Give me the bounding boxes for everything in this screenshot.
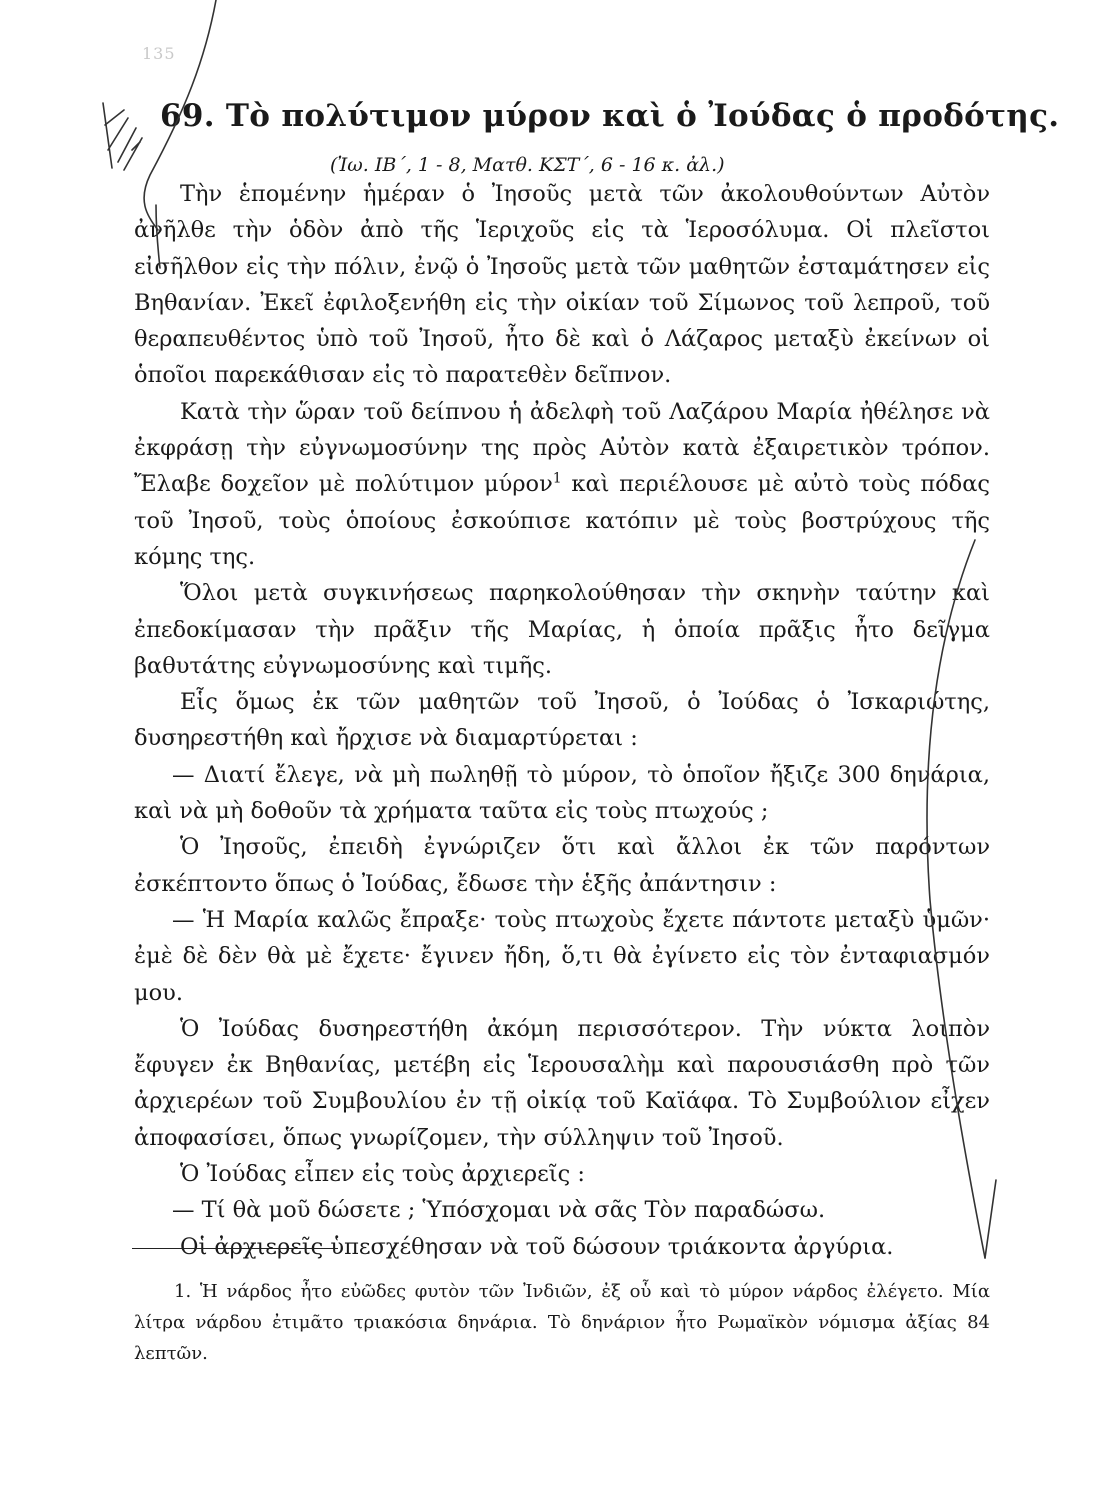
dialogue-line: — Ἡ Μαρία καλῶς ἔπραξε· τοὺς πτωχοὺς ἔχετε πάντοτε μεταξὺ ὑμῶν· ἐμὲ δὲ δὲν θὰ μὲ ἔχετε· ἔγινεν ἤδη, ὅ,τι θὰ ἐγίνετο εἰς τὸν ἐνταφιασμόν μου. <box>134 906 990 1006</box>
paragraph <box>134 394 990 575</box>
paragraph: Ὅλοι μετὰ συγκινήσεως παρηκολούθησαν τὴν σκηνὴν ταύτην καὶ ἐπεδοκίμασαν τὴν πρᾶξιν τῆς Μαρίας, ἡ ὁποία πρᾶξις ἦτο δεῖγμα βαθυτάτης εὐγνωμοσύνης καὶ τιμῆς. <box>134 580 990 679</box>
pencil-scribble <box>103 103 142 170</box>
footnote-text: 1. Ἡ νάρδος ἦτο εὐῶδες φυτὸν τῶν Ἰνδιῶν, ἐξ οὗ καὶ τὸ μύρον νάρδος ἐλέγετο. Μία λίτρα νάρδου ἐτιμᾶτο τριακόσια δηνάρια. Τὸ δηνάριον ἦτο Ρωμαϊκὸν νόμισμα ἀξίας 84 λεπτῶν. <box>134 1281 990 1364</box>
paragraph: Ὁ Ἰούδας δυσηρεστήθη ἀκόμη περισσότερον. Τὴν νύκτα λοιπὸν ἔφυγεν ἐκ Βηθανίας, μετέβη εἰς Ἱερουσαλὴμ καὶ παρουσιάσθη πρὸ τῶν ἀρχιερέων τοῦ Συμβουλίου ἐν τῇ οἰκίᾳ τοῦ Καϊάφα. Τὸ Συμβούλιον εἶχεν ἀποφασίσει, ὅπως γνωρίζομεν, τὴν σύλληψιν τοῦ Ἰησοῦ. <box>134 1015 990 1151</box>
page-number: 135 <box>142 44 176 63</box>
footnote-divider <box>132 1248 338 1249</box>
dialogue-line: — Τί θὰ μοῦ δώσετε ; Ὑπόσχομαι νὰ σᾶς Τὸν παραδώσω. <box>172 1197 826 1224</box>
paragraph-text: Κατὰ τὴν ὥραν τοῦ δείπνου ἡ ἀδελφὴ τοῦ Λαζάρου Μαρία ἠθέλησε νὰ ἐκφράσῃ τὴν εὐγνωμοσύνην της πρὸς Αὐτὸν κατὰ ἐξαιρετικὸν τρόπον. Ἔλαβε δοχεῖον μὲ πολύτιμον μύρον <box>134 398 990 498</box>
paragraph: Ὁ Ἰησοῦς, ἐπειδὴ ἐγνώριζεν ὅτι καὶ ἄλλοι ἐκ τῶν παρόντων ἐσκέπτοντο ὅπως ὁ Ἰούδας, ἔδωσε τὴν ἑξῆς ἀπάντησιν : <box>134 834 990 897</box>
page-title: 69. Τὸ πολύτιμον μύρον καὶ ὁ Ἰούδας ὁ προδότης. <box>160 98 1060 134</box>
paragraph: Οἱ ἀρχιερεῖς ὑπεσχέθησαν νὰ τοῦ δώσουν τριάκοντα ἀργύρια. <box>180 1233 894 1260</box>
footnote-marker: 1 <box>552 470 562 487</box>
paragraph: Εἷς ὅμως ἐκ τῶν μαθητῶν τοῦ Ἰησοῦ, ὁ Ἰούδας ὁ Ἰσκαριώτης, δυσηρεστήθη καὶ ἤρχισε νὰ διαμαρτύρεται : <box>134 689 990 752</box>
paragraph-text: καὶ περιέλουσε μὲ αὐτὸ τοὺς πόδας τοῦ Ἰησοῦ, τοὺς ὁποίους ἐσκούπισε κατόπιν μὲ τοὺς βοστρύχους τῆς κόμης της. <box>134 471 991 570</box>
paragraph: Ὁ Ἰούδας εἶπεν εἰς τοὺς ἀρχιερεῖς : <box>180 1161 585 1188</box>
paragraph: Τὴν ἑπομένην ἡμέραν ὁ Ἰησοῦς μετὰ τῶν ἀκολουθούντων Αὐτὸν ἀνῆλθε τὴν ὁδὸν ἀπὸ τῆς Ἱεριχοῦς εἰς τὰ Ἱεροσόλυμα. Οἱ πλεῖστοι εἰσῆλθον εἰς τὴν πόλιν, ἐνῷ ὁ Ἰησοῦς μετὰ τῶν μαθητῶν ἐσταμάτησεν εἰς Βηθανίαν. Ἐκεῖ ἐφιλοξενήθη εἰς τὴν οἰκίαν τοῦ Σίμωνος τοῦ λεπροῦ, τοῦ θεραπευθέντος ὑπὸ τοῦ Ἰησοῦ, ἦτο δὲ καὶ ὁ Λάζαρος μεταξὺ ἐκείνων οἱ ὁποῖοι παρεκάθισαν εἰς τὸ παρατεθὲν δεῖπνον. <box>134 181 990 389</box>
body-text <box>134 176 990 1265</box>
dialogue-line: — Διατί ἔλεγε, νὰ μὴ πωληθῇ τὸ μύρον, τὸ ὁποῖον ἤξιζε 300 δηνάρια, καὶ νὰ μὴ δοθοῦν τὰ χρήματα ταῦτα εἰς τοὺς πτωχούς ; <box>134 761 990 825</box>
scripture-reference: (Ἰω. ΙΒ΄, 1 - 8, Ματθ. ΚΣΤ΄, 6 - 16 κ. ἀλ.) <box>330 154 725 176</box>
footnote <box>134 1276 990 1369</box>
